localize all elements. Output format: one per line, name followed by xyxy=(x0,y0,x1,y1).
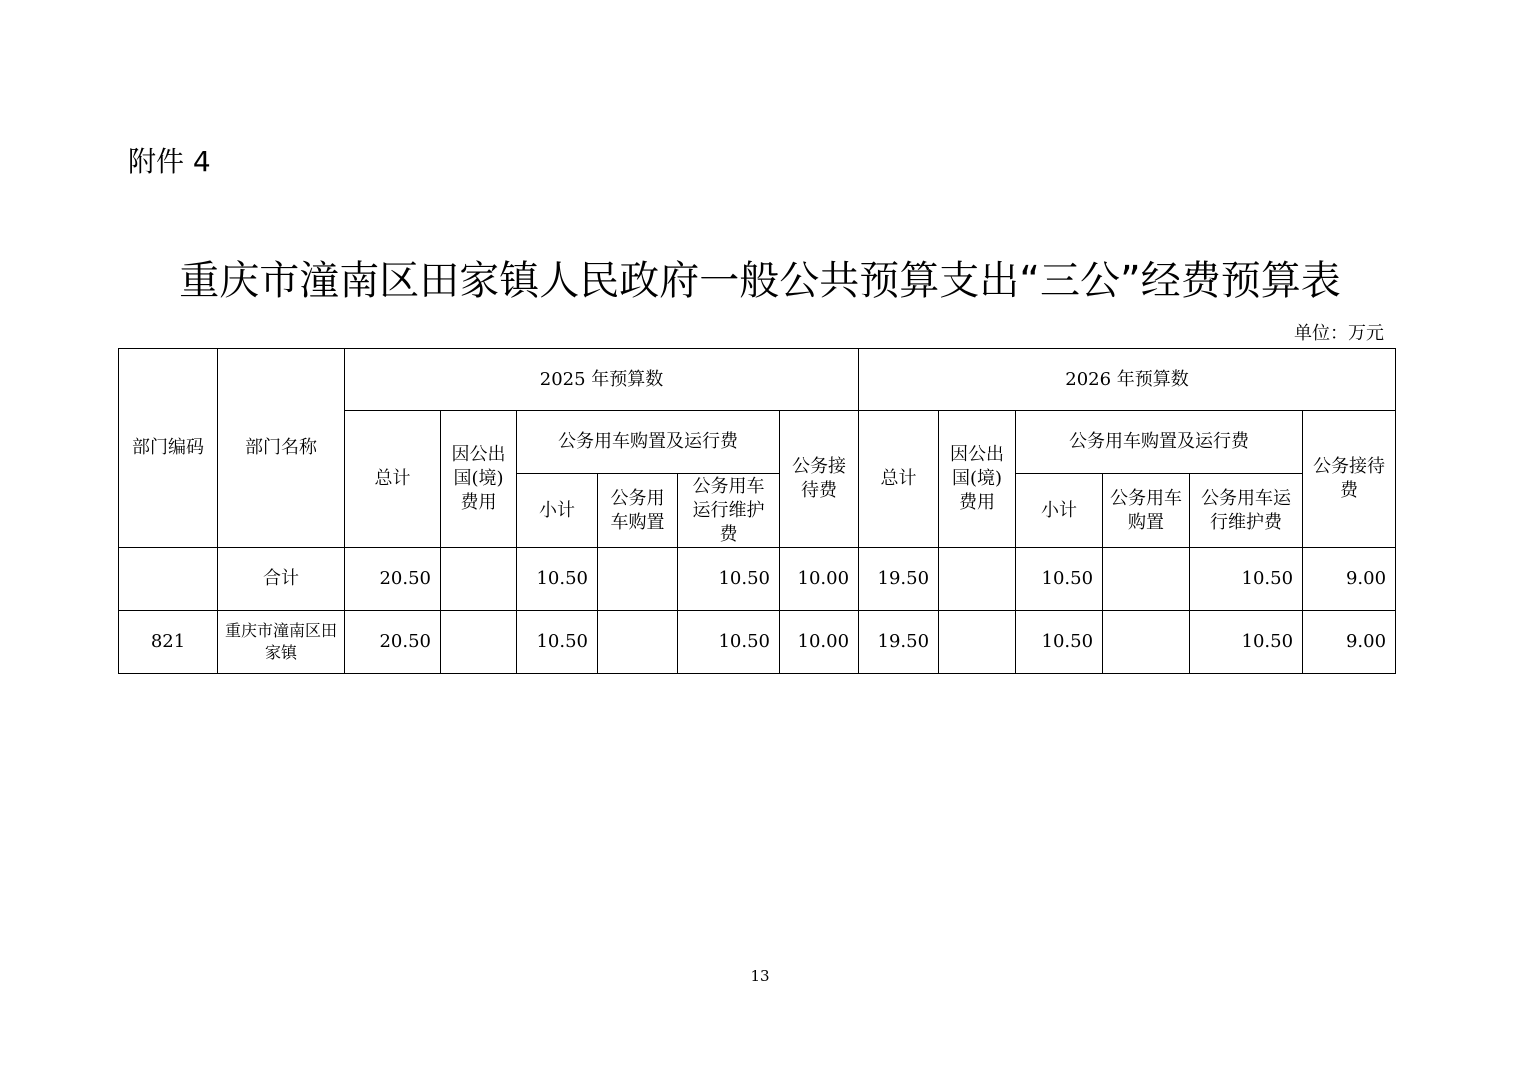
header-2026-reception: 公务接待费 xyxy=(1303,411,1396,548)
header-2026-budget: 2026 年预算数 xyxy=(859,349,1396,411)
cell-dept-name: 合计 xyxy=(218,548,345,611)
cell-2025-abroad xyxy=(441,611,517,674)
table-row-dept xyxy=(119,611,1396,674)
header-dept-code: 部门编码 xyxy=(119,349,218,548)
cell-2026-total: 19.50 xyxy=(859,611,939,674)
header-2026-vehicle-maintenance: 公务用车运行维护费 xyxy=(1190,474,1303,548)
header-2025-vehicle-group: 公务用车购置及运行费 xyxy=(517,411,780,474)
cell-2025-abroad xyxy=(441,548,517,611)
cell-2026-subtotal: 10.50 xyxy=(1016,548,1103,611)
cell-2026-abroad xyxy=(939,611,1016,674)
cell-2026-vehicle-purchase xyxy=(1103,611,1190,674)
unit-label: 单位：万元 xyxy=(1294,323,1384,344)
header-2025-budget: 2025 年预算数 xyxy=(345,349,859,411)
header-2025-abroad: 因公出国(境)费用 xyxy=(441,411,517,548)
header-2026-subtotal: 小计 xyxy=(1016,474,1103,548)
budget-table xyxy=(118,348,1396,674)
cell-2025-reception: 10.00 xyxy=(780,611,859,674)
cell-dept-code: 821 xyxy=(119,611,218,674)
cell-2026-vehicle-maintenance: 10.50 xyxy=(1190,548,1303,611)
header-dept-name: 部门名称 xyxy=(218,349,345,548)
header-2025-reception: 公务接待费 xyxy=(780,411,859,548)
cell-2025-total: 20.50 xyxy=(345,611,441,674)
cell-2026-total: 19.50 xyxy=(859,548,939,611)
header-2025-vehicle-maintenance: 公务用车运行维护费 xyxy=(678,474,780,548)
attachment-label: 附件 4 xyxy=(128,145,211,178)
cell-2025-subtotal: 10.50 xyxy=(517,548,598,611)
cell-2025-subtotal: 10.50 xyxy=(517,611,598,674)
header-2026-total: 总计 xyxy=(859,411,939,548)
header-2026-vehicle-purchase: 公务用车购置 xyxy=(1103,474,1190,548)
page-number: 13 xyxy=(750,967,770,985)
cell-2025-vehicle-maintenance: 10.50 xyxy=(678,611,780,674)
header-2025-total: 总计 xyxy=(345,411,441,548)
cell-dept-code xyxy=(119,548,218,611)
cell-2025-reception: 10.00 xyxy=(780,548,859,611)
cell-2026-reception: 9.00 xyxy=(1303,611,1396,674)
cell-dept-name: 重庆市潼南区田家镇 xyxy=(218,611,345,674)
header-2025-vehicle-purchase: 公务用车购置 xyxy=(598,474,678,548)
header-2025-subtotal: 小计 xyxy=(517,474,598,548)
table-row-total xyxy=(119,548,1396,611)
cell-2025-vehicle-purchase xyxy=(598,548,678,611)
cell-2025-vehicle-maintenance: 10.50 xyxy=(678,548,780,611)
header-2026-vehicle-group: 公务用车购置及运行费 xyxy=(1016,411,1303,474)
cell-2026-subtotal: 10.50 xyxy=(1016,611,1103,674)
cell-2026-reception: 9.00 xyxy=(1303,548,1396,611)
cell-2025-vehicle-purchase xyxy=(598,611,678,674)
cell-2026-abroad xyxy=(939,548,1016,611)
document-title: 重庆市潼南区田家镇人民政府一般公共预算支出“三公”经费预算表 xyxy=(179,258,1341,304)
cell-2026-vehicle-maintenance: 10.50 xyxy=(1190,611,1303,674)
cell-2026-vehicle-purchase xyxy=(1103,548,1190,611)
header-2026-abroad: 因公出国(境)费用 xyxy=(939,411,1016,548)
header-row-1 xyxy=(119,349,1396,411)
cell-2025-total: 20.50 xyxy=(345,548,441,611)
